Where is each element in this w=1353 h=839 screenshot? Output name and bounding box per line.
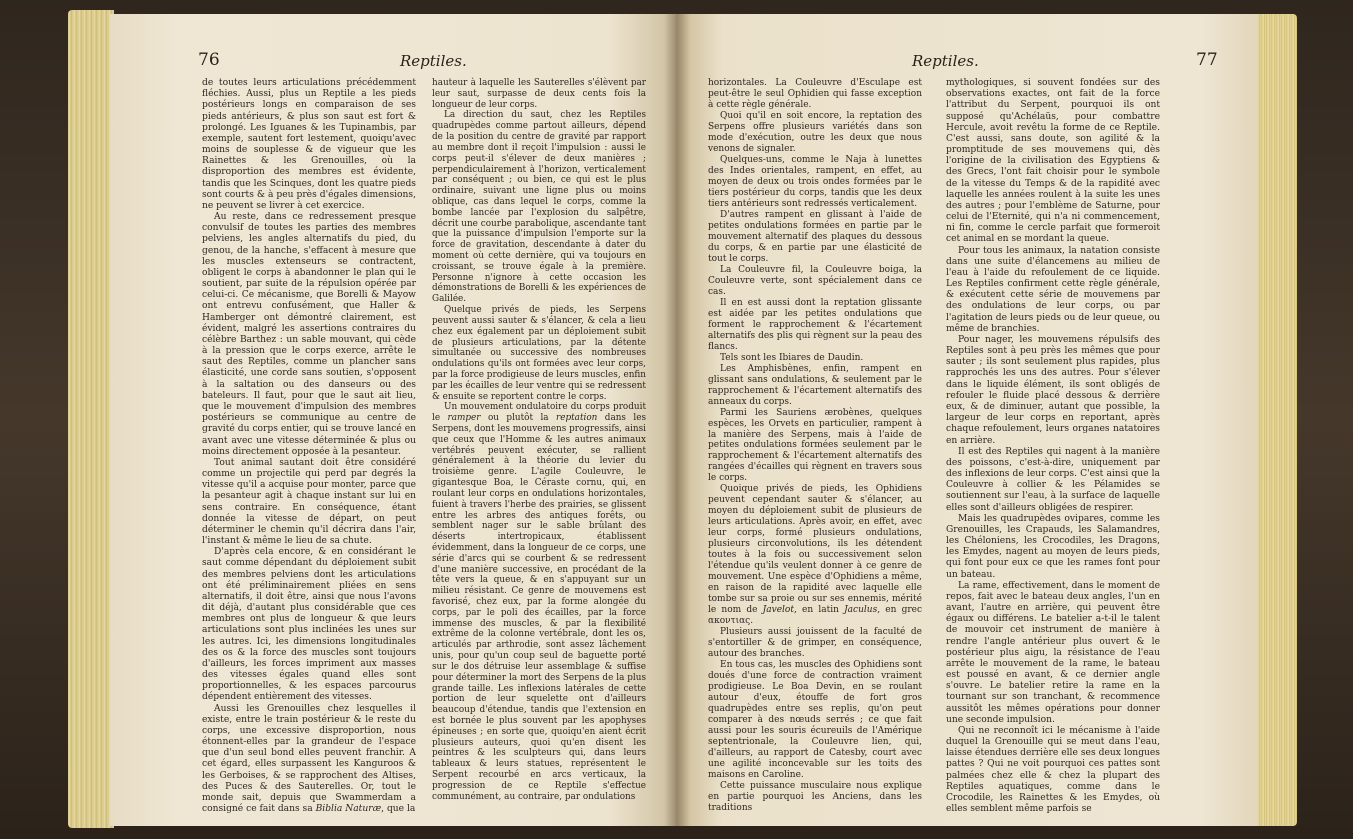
right-page xyxy=(676,14,1258,826)
paragraph: Pour nager, les mouvemens répulsifs des Reptiles sont à peu près les mêmes que pour sauter ; ils sont seulement plus rapides, plus rapprochés les uns des autres. Pour s'élever dans le liquide élément, ils sont obligés de refouler le fluide placé dessous & derrière eux, & de diminuer, autant que possible, la largeur de leur corps en reportant, après chaque refoulement, leurs organes natatoires en arrière. xyxy=(946,334,1160,446)
right-column-2 xyxy=(946,78,1160,815)
paragraph: Tels sont les Ibiares de Daudin. xyxy=(720,352,864,363)
left-column-1 xyxy=(202,78,416,815)
left-page-number: 76 xyxy=(198,50,220,70)
paragraph: Quoique privés de pieds, les Ophidiens peuvent cependant sauter & s'élancer, au moyen du déploiement subit de plusieurs de leurs articulations. Après avoir, en effet, avec leur corps, formé plusieurs ondulations, plusieurs circonvolutions, ils les détendent toutes à la fois ou successivement selon l'étendue qu'ils veulent donner à ce genre de mouvement. Une espèce d'Ophidiens a même, en raison de la rapidité avec laquelle elle tombe sur sa proie ou sur ses ennemis, mérité le nom de Javelot, en latin Jaculus, en grec ακοντιας. xyxy=(708,484,922,627)
paragraph: Cette puissance musculaire nous explique en partie pourquoi les Anciens, dans les traditions xyxy=(708,781,922,813)
paragraph: Il en est aussi dont la reptation glissante est aidée par les petites ondulations que forment le rapprochement & l'écartement alternatifs des plis qui règnent sur la peau des flancs. xyxy=(708,297,922,352)
paragraph: Quelque privés de pieds, les Serpens peuvent aussi sauter & s'élancer, & cela a lieu chez eux également par un déploiement subit de plusieurs articulations, par la détente simultanée ou successive des nombreuses ondulations qu'ils ont formées avec leur corps, par la force prodigieuse de leurs muscles, enfin par les écailles de leur ventre qui se redressent & ensuite se reportent contre le corps. xyxy=(432,305,646,402)
right-page-number: 77 xyxy=(1196,50,1218,70)
paragraph: Quelques-uns, comme le Naja à lunettes des Indes orientales, rampent, en effet, au moyen de deux ou trois ondes formées par le tiers postérieur du corps, tandis que les deux tiers antérieurs sont redressés verticalement. xyxy=(708,154,922,209)
paragraph: Tout animal sautant doit être considéré comme un projectile qui perd par degrés la vitesse qu'il a acquise pour monter, parce que la pesanteur agit à chaque instant sur lui en sens contraire. En conséquence, étant donnée la vitesse de départ, on peut déterminer le chemin qu'il décrira dans l'air, l'instant & même le lieu de sa chute. xyxy=(202,457,416,547)
paragraph: Un mouvement ondulatoire du corps produit le ramper ou plutôt la reptation dans les Serpens, dont les mouvemens progressifs, ainsi que ceux que l'Homme & les autres animaux vertébrés peuvent exécuter, se rallient généralement à la théorie du levier du troisième genre. L'agile Couleuvre, le gigantesque Boa, le Céraste cornu, qui, en roulant leur corps en ondulations horizontales, fuient à travers l'herbe des prairies, se glissent entre les arbres des antiques forêts, ou semblent nager sur le sable brûlant des déserts intertropicaux, établissent évidemment, dans la longueur de ce corps, une série d'arcs qui se courbent & se redressent d'une manière successive, en procédant de la tête vers la queue, & en s'appuyant sur un milieu résistant. Ce genre de mouvemens est favorisé, chez eux, par la forme alongée du corps, par le poli des écailles, par la force immense des muscles, & par la flexibilité extrême de la colonne vertébrale, dont les os, articulés par arthrodie, sont assez lâchement unis, pour qu'un coup seul de baguette porté sur le dos détruise leur assemblage & suffise pour déterminer la mort des Serpens de la plus grande taille. Les inflexions latérales de cette portion de leur squelette ont d'ailleurs beaucoup d'étendue, tandis que l'extension en est bornée le plus souvent par les apophyses épineuses ; en sorte que, quoiqu'en aient écrit plusieurs auteurs, quoi qu'en disent les peintres & les sculpteurs qui, dans leurs tableaux & leurs statues, représentent le Serpent recourbé en arcs verticaux, la progression de ce Reptile s'effectue communément, au contraire, par ondulations xyxy=(432,402,646,802)
book-gutter xyxy=(664,14,690,826)
paragraph: Parmi les Sauriens ærobènes, quelques espèces, les Orvets en particulier, rampent à la manière des Serpens, mais à l'aide de petites ondulations formées seulement par le rapprochement & l'écartement alternatifs des rangées d'écailles qui règnent en travers sous le corps. xyxy=(708,407,922,484)
paragraph: Aussi les Grenouilles chez lesquelles il existe, entre le train postérieur & le reste du corps, une excessive disproportion, nous étonnent-elles par la grandeur de l'espace que d'un seul bond elles peuvent franchir. A cet égard, elles surpassent les Kanguroos & les Gerboises, & se rapprochent des Altises, des Puces & des Sauterelles. Or, tout le monde sait, depuis que Swammerdam a consigné ce fait dans sa Biblia Naturæ, que la xyxy=(202,703,416,815)
paragraph: horizontales. La Couleuvre d'Esculape est peut-être le seul Ophidien qui fasse exception à cette règle générale. xyxy=(708,78,922,110)
paragraph: D'après cela encore, & en considérant le saut comme dépendant du déploiement subit des membres pelviens dont les articulations ont été préliminairement pliées en sens alternatifs, il doit être, ainsi que nous l'avons dit déjà, d'autant plus considérable que ces membres ont plus de longueur & que leurs articulations sont plus inclinées les unes sur les autres. Ici, les dimensions longitudinales des os & la force des muscles sont toujours d'ailleurs, les forces impriment aux masses des vitesses égales quand elles sont proportionnelles, & les espaces parcourus dépendent entièrement des vitesses. xyxy=(202,547,416,703)
paragraph: mythologiques, si souvent fondées sur des observations exactes, ont fait de la force l'attribut du Serpent, pourquoi ils ont supposé qu'Achélaüs, pour combattre Hercule, avoit revêtu la forme de ce Reptile. C'est aussi, sans doute, son agilité & la promptitude de ses mouvemens qui, dès l'origine de la civilisation des Egyptiens & des Grecs, l'ont fait choisir pour le symbole de la vitesse du Temps & de la rapidité avec laquelle les années roulent à la suite les unes des autres ; pour l'emblème de Saturne, pour celui de l'Eternité, qui n'a ni commencement, ni fin, comme le cercle parfait que formeroit cet animal en se mordant la queue. xyxy=(946,78,1160,245)
paragraph: Qui ne reconnoît ici le mécanisme à l'aide duquel la Grenouille qui se meut dans l'eau, laisse étendues derrière elle ses deux longues pattes ? Qui ne voit pourquoi ces pattes sont palmées chez elle & chez la plupart des Reptiles aquatiques, comme dans le Crocodile, les Rainettes & les Emydes, où elles semblent même parfois se xyxy=(946,725,1160,815)
paragraph: La rame, effectivement, dans le moment de repos, fait avec le bateau deux angles, l'un en avant, l'autre en arrière, qui peuvent être égaux ou différens. Le batelier a-t-il le talent de mouvoir cet instrument de manière à rendre l'angle antérieur plus ouvert & le postérieur plus aigu, la résistance de l'eau arrête le mouvement de la rame, le bateau est poussé en avant, & ce dernier angle s'ouvre. Le batelier retire la rame en la tournant sur son tranchant, & recommence aussitôt les mêmes opérations pour donner une seconde impulsion. xyxy=(946,580,1160,725)
page-edges-left xyxy=(68,10,114,828)
left-page xyxy=(110,14,676,826)
left-running-head: Reptiles. xyxy=(400,52,467,70)
paragraph: En tous cas, les muscles des Ophidiens sont doués d'une force de contraction vraiment prodigieuse. Le Boa Devin, en se roulant autour d'eux, étouffe de fort gros quadrupèdes entre ses replis, qu'on peut comparer à des nœuds serrés ; ce que fait aussi pour les souris écureuils de l'Amérique septentrionale, la Couleuvre lien, qui, d'ailleurs, au rapport de Catesby, court avec une agilité inconcevable sur les toits des maisons en Caroline. xyxy=(708,660,922,781)
paragraph: Les Amphisbènes, enfin, rampent en glissant sans ondulations, & seulement par le rapprochement & l'écartement alternatifs des anneaux du corps. xyxy=(708,363,922,407)
paragraph: Mais les quadrupèdes ovipares, comme les Grenouilles, les Crapauds, les Salamandres, les Chéloniens, les Crocodiles, les Dragons, les Emydes, nagent au moyen de leurs pieds, qui font pour eux ce que les rames font pour un bateau. xyxy=(946,513,1160,580)
paragraph: Plusieurs aussi jouissent de la faculté de s'entortiller & de grimper, en conséquence, autour des branches. xyxy=(708,627,922,660)
paragraph: Au reste, dans ce redressement presque convulsif de toutes les parties des membres pelviens, les angles alternatifs du pied, du genou, de la hanche, s'effacent à mesure que les muscles extenseurs se contractent, obligent le corps à abandonner le plan qui le soutient, par suite de la répulsion opérée par celui-ci. Ce mécanisme, que Borelli & Mayow ont entrevu confusément, que Haller & Hamberger ont démontré clairement, est évident, malgré les assertions contraires du célèbre Barthez : un sable mouvant, qui cède à la pression que le corps exerce, arrête le saut des Reptiles, comme un plancher sans élasticité, une corde sans soutien, s'opposent à la saltation ou des danseurs ou des bateleurs. Il faut, pour que le saut ait lieu, que le mouvement d'impulsion des membres postérieurs se communique au centre de gravité du corps entier, qui se trouve lancé en avant avec une vitesse déterminée & plus ou moins directement opposée à la pesanteur. xyxy=(202,212,416,457)
paragraph: Il est des Reptiles qui nagent à la manière des poissons, c'est-à-dire, uniquement par des inflexions de leur corps. C'est ainsi que la Couleuvre à collier & les Pélamides se soutiennent sur l'eau, à la surface de laquelle elles sont d'ailleurs obligées de respirer. xyxy=(946,446,1160,513)
paragraph: La Couleuvre fil, la Couleuvre boiga, la Couleuvre verte, sont spécialement dans ce cas. xyxy=(708,264,922,297)
paragraph: Quoi qu'il en soit encore, la reptation des Serpens offre plusieurs variétés dans son mode d'exécution, outre les deux que nous venons de signaler. xyxy=(708,110,922,154)
right-running-head: Reptiles. xyxy=(912,52,979,70)
left-column-2 xyxy=(432,78,646,802)
paragraph: de toutes leurs articulations précédemment fléchies. Aussi, plus un Reptile a les pieds postérieurs longs en comparaison de ses pieds antérieurs, & plus son saut est fort & prolongé. Les Iguanes & les Tupinambis, par exemple, sautent fort lestement, quoiqu'avec moins de souplesse & de vigueur que les Rainettes & les Grenouilles, où la disproportion des membres est évidente, tandis que les Scinques, dont les quatre pieds sont courts & à peu près d'égales dimensions, ne peuvent se livrer à cet exercice. xyxy=(202,78,416,211)
page-edges-right xyxy=(1255,14,1297,826)
paragraph: D'autres rampent en glissant à l'aide de petites ondulations formées en partie par le mouvement alternatif des plaques du dessous du corps, & en partie par une élasticité de tout le corps. xyxy=(708,209,922,264)
paragraph: hauteur à laquelle les Sauterelles s'élèvent par leur saut, surpasse de deux cents fois la longueur de leur corps. xyxy=(432,78,646,110)
paragraph: La direction du saut, chez les Reptiles quadrupèdes comme partout ailleurs, dépend de la position du centre de gravité par rapport au membre dont il reçoit l'impulsion : aussi le corps peut-il s'élever de deux manières ; perpendiculairement à l'horizon, verticalement par conséquent ; ou bien, ce qui est le plus ordinaire, suivant une ligne plus ou moins oblique, cas dans lequel le corps, comme la bombe lancée par l'explosion du salpêtre, décrit une courbe parabolique, ascendante tant que la puissance d'impulsion l'emporte sur la force de gravitation, descendante à dater du moment où cette dernière, qui va toujours en croissant, se trouve égale à la première. Personne n'ignore à cette occasion les démonstrations de Borelli & les expériences de Galilée. xyxy=(432,110,646,305)
right-column-1 xyxy=(708,78,922,814)
paragraph: Pour tous les animaux, la natation consiste dans une suite d'élancemens au milieu de l'eau à l'aide du refoulement de ce liquide. Les Reptiles confirment cette règle générale, & exécutent cette série de mouvemens par des ondulations de leur corps, ou par l'agitation de leurs pieds ou de leur queue, ou même de branchies. xyxy=(946,245,1160,334)
